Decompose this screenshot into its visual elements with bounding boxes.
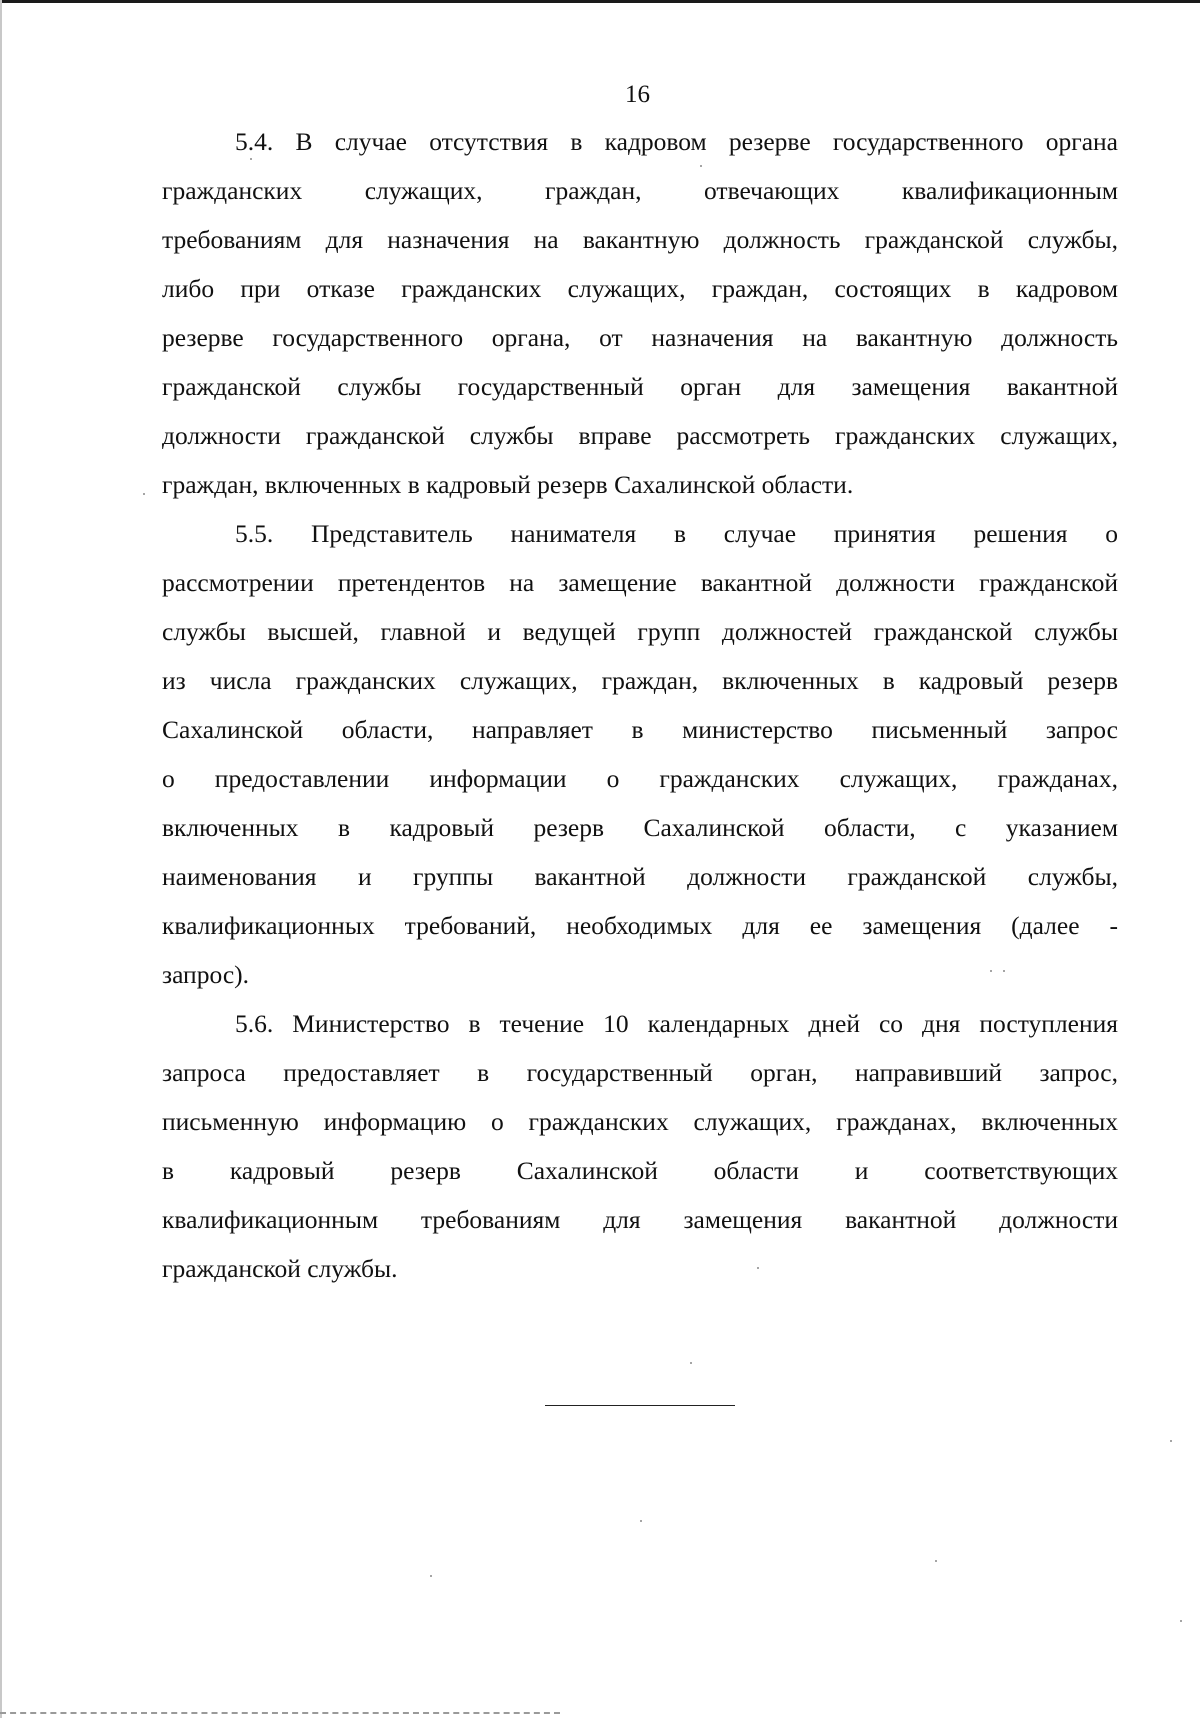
- scan-speck: [700, 165, 702, 167]
- closing-rule: [545, 1405, 735, 1406]
- text-line: 5.4. В случае отсутствия в кадровом резерве государственного органа: [235, 127, 1118, 156]
- paragraph-5-4: [162, 117, 1118, 509]
- text-line: службы высшей, главной и ведущей групп должностей гражданской службы: [162, 617, 1118, 646]
- text-line: рассмотрении претендентов на замещение вакантной должности гражданской: [162, 568, 1118, 597]
- scan-speck: [143, 493, 145, 495]
- text-line: 5.5. Представитель нанимателя в случае принятия решения о: [235, 519, 1118, 548]
- scan-speck: [935, 1560, 937, 1562]
- text-line: квалификационным требованиям для замещения вакантной должности: [162, 1205, 1118, 1234]
- text-line: должности гражданской службы вправе рассмотреть гражданских служащих,: [162, 421, 1118, 450]
- text-line: о предоставлении информации о гражданских служащих, гражданах,: [162, 764, 1118, 793]
- text-line: из числа гражданских служащих, граждан, включенных в кадровый резерв: [162, 666, 1118, 695]
- scan-speck: [640, 1520, 642, 1522]
- document-body: [162, 117, 1118, 1293]
- scan-speck: [1003, 970, 1005, 972]
- text-line: Сахалинской области, направляет в министерство письменный запрос: [162, 715, 1118, 744]
- text-line: гражданских служащих, граждан, отвечающих квалификационным: [162, 176, 1118, 205]
- scan-bottom-edge: [0, 1712, 560, 1716]
- scan-speck: [1180, 1620, 1182, 1622]
- text-line: требованиям для назначения на вакантную должность гражданской службы,: [162, 225, 1118, 254]
- scan-speck: [757, 1267, 759, 1269]
- scan-speck: [250, 158, 252, 160]
- text-line: 5.6. Министерство в течение 10 календарных дней со дня поступления: [235, 1009, 1118, 1038]
- text-line: наименования и группы вакантной должности гражданской службы,: [162, 862, 1118, 891]
- scan-left-edge: [0, 0, 2, 1718]
- text-line: запрос).: [162, 960, 250, 989]
- text-line: квалификационных требований, необходимых для ее замещения (далее -: [162, 911, 1118, 940]
- text-line: в кадровый резерв Сахалинской области и соответствующих: [162, 1156, 1118, 1185]
- text-line: граждан, включенных в кадровый резерв Сахалинской области.: [162, 470, 854, 499]
- text-line: включенных в кадровый резерв Сахалинской области, с указанием: [162, 813, 1118, 842]
- text-line: гражданской службы.: [162, 1254, 398, 1283]
- text-line: письменную информацию о гражданских служащих, гражданах, включенных: [162, 1107, 1118, 1136]
- scan-speck: [430, 1575, 432, 1577]
- scan-top-edge: [0, 0, 1200, 3]
- page-number: 16: [625, 81, 650, 108]
- text-line: гражданской службы государственный орган для замещения вакантной: [162, 372, 1118, 401]
- paragraph-5-5: [162, 509, 1118, 999]
- scan-speck: [990, 970, 992, 972]
- text-line: запроса предоставляет в государственный орган, направивший запрос,: [162, 1058, 1118, 1087]
- paragraph-5-6: [162, 999, 1118, 1293]
- scan-speck: [690, 1362, 692, 1364]
- text-line: резерве государственного органа, от назначения на вакантную должность: [162, 323, 1118, 352]
- scan-speck: [1170, 1440, 1172, 1442]
- text-line: либо при отказе гражданских служащих, граждан, состоящих в кадровом: [162, 274, 1118, 303]
